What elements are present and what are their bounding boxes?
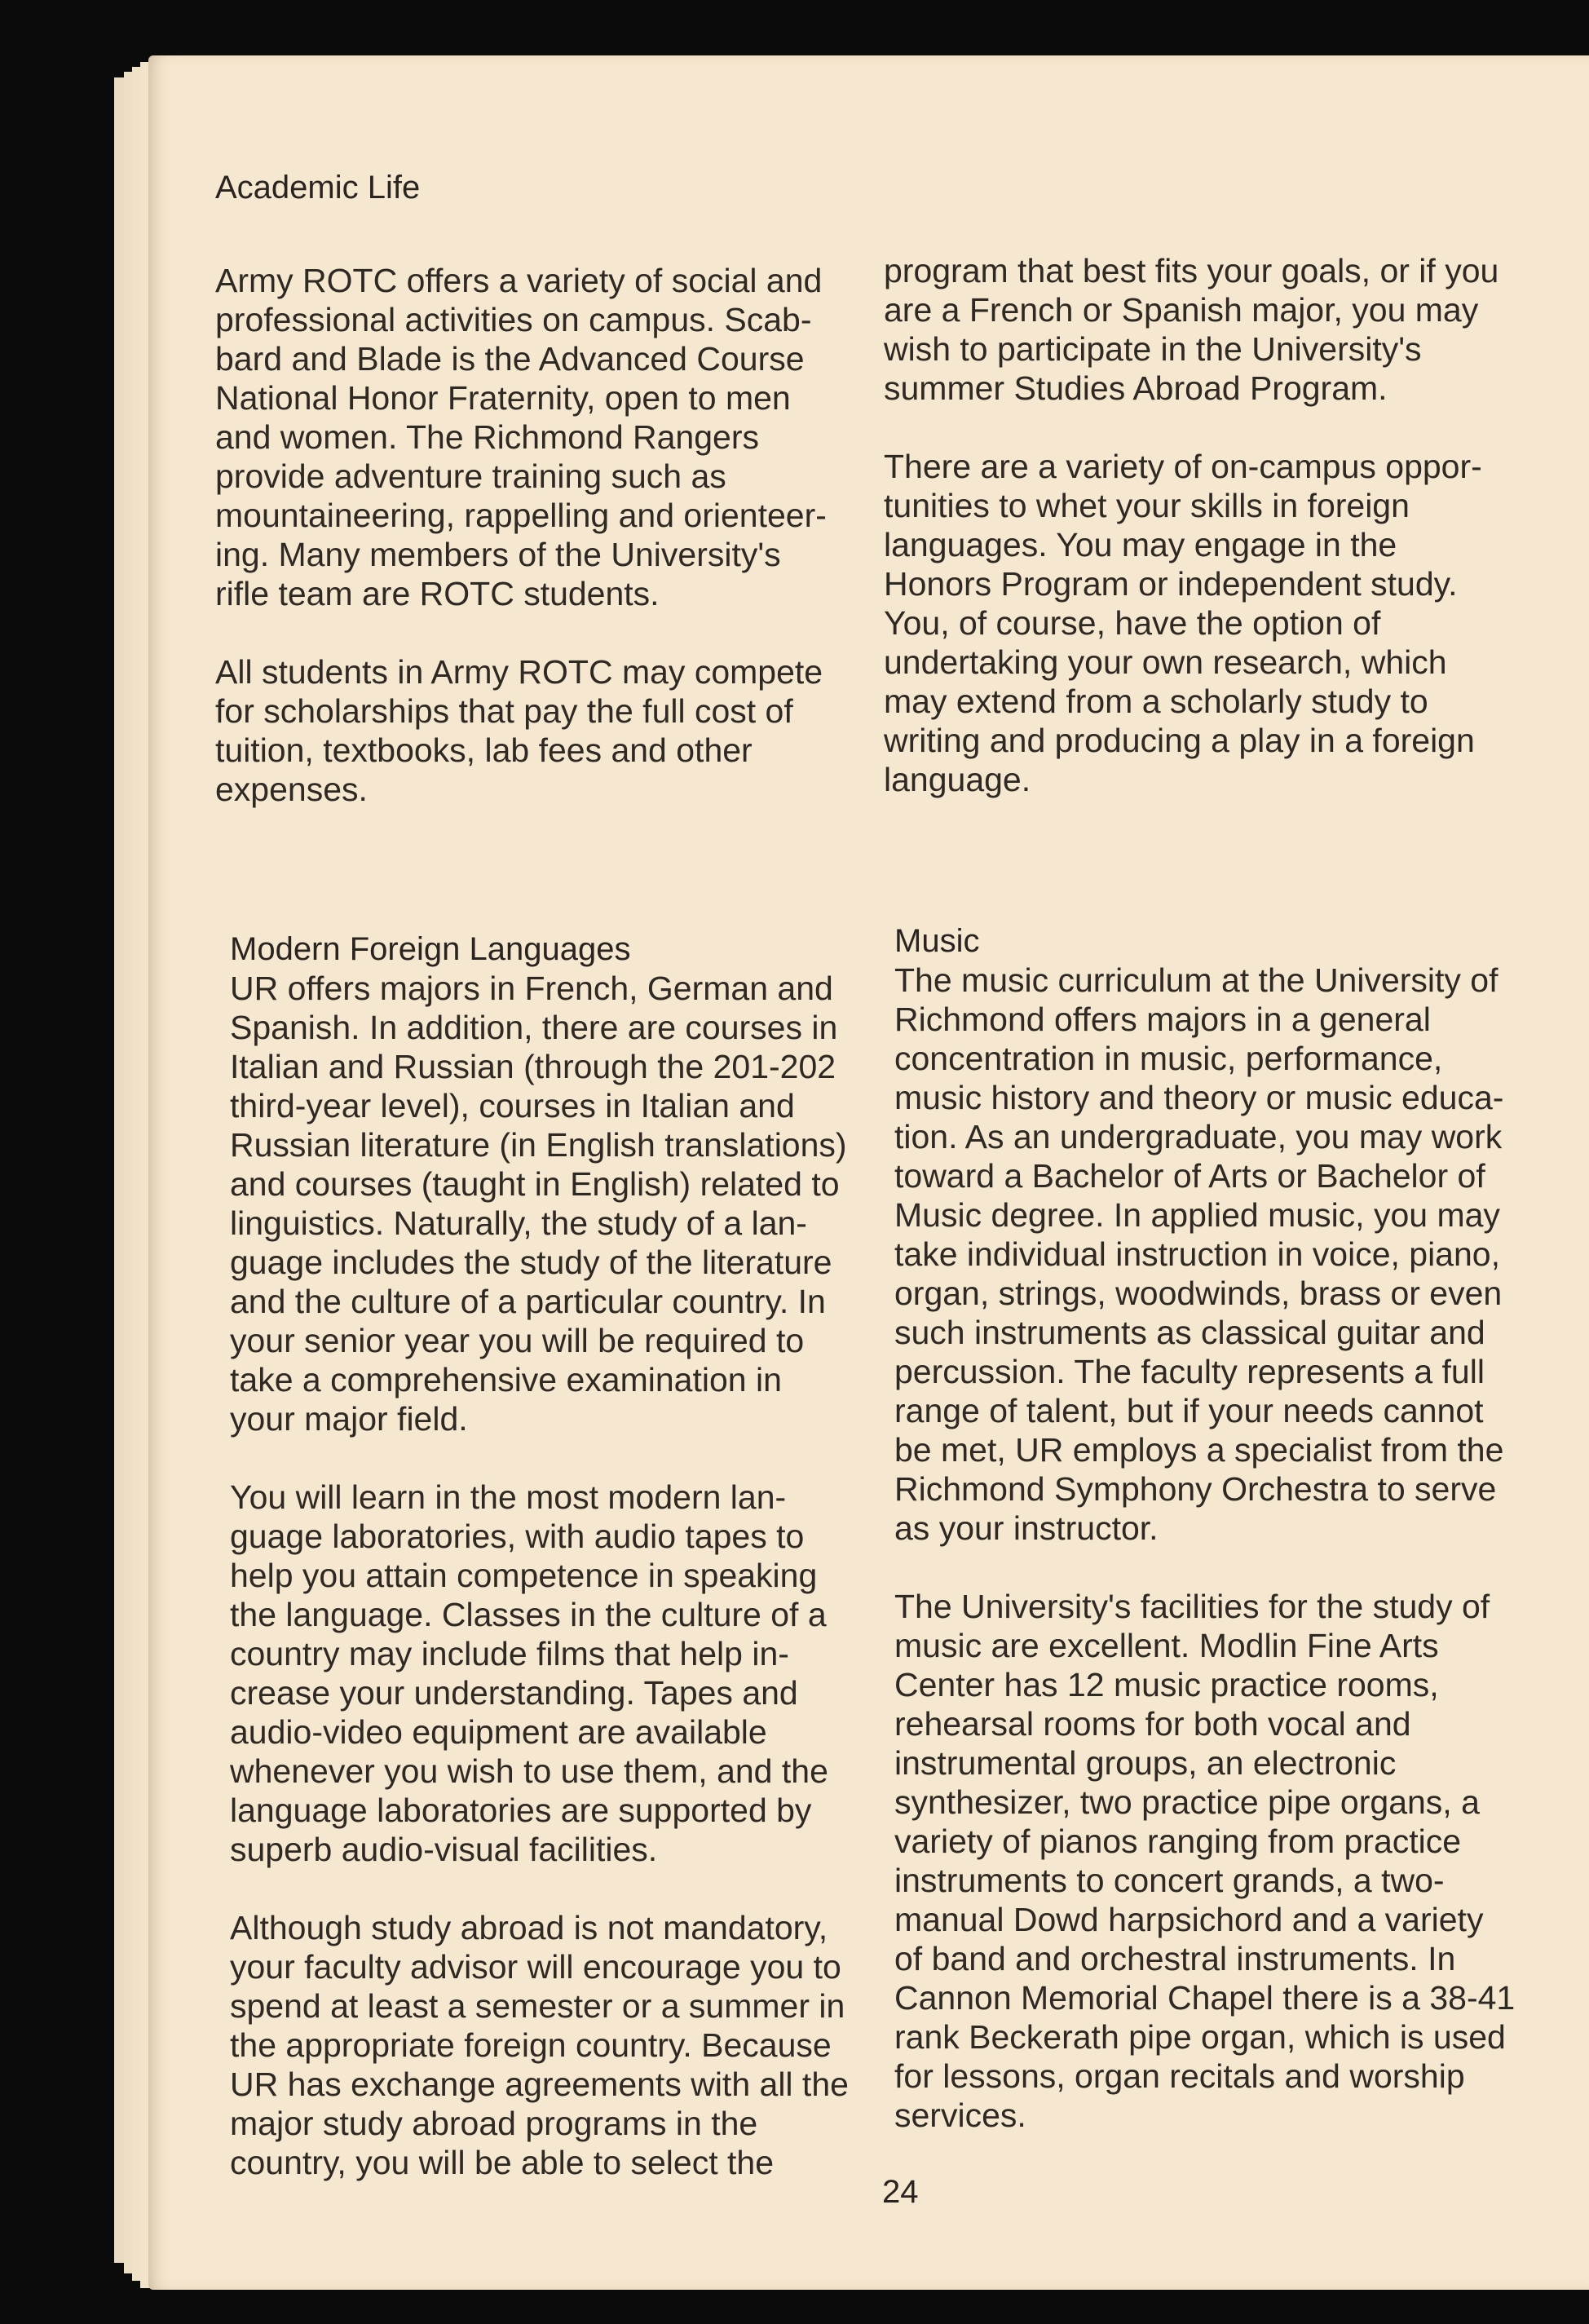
paragraph: All students in Army ROTC may compete for scholarships that pay the full cost of tuition, textbooks, lab fees and other expenses.	[215, 653, 823, 808]
paragraph: UR offers majors in French, German and Spanish. In addition, there are courses in Italian and Russian (through the 201-202 third-year level), courses in Italian and Russian literature (in English translations) and courses (taught in English) related to linguistics. Naturally, the study of a lan- guage includes the study of the literature and the culture of a particular country. In your senior year you will be required to take a comprehensive examination in your major field.	[230, 970, 847, 1438]
paragraph: program that best fits your goals, or if you are a French or Spanish major, you may wish to participate in the University's summer Studies Abroad Program.	[884, 252, 1499, 407]
music-section	[894, 921, 1563, 2135]
paragraph: Although study abroad is not mandatory, your faculty advisor will encourage you to spend at least a semester or a summer in the appropriate foreign country. Because UR has exchange agreements with all the major study abroad programs in the country, you will be able to select the	[230, 1909, 849, 2181]
paragraph: You will learn in the most modern lan- guage laboratories, with audio tapes to help you attain competence in speaking the language. Classes in the culture of a country may include films that help in- crease your understanding. Tapes and audio-video equipment are available whenever you wish to use them, and the language laboratories are supported by superb audio-visual facilities.	[230, 1478, 828, 1868]
running-header: Academic Life	[215, 170, 421, 205]
brochure-page	[148, 55, 1589, 2290]
languages-section	[230, 930, 882, 2182]
paragraph: Army ROTC offers a variety of social and professional activities on campus. Scab- bard and Blade is the Advanced Course National Honor Fraternity, open to men and women. The Richmond Rangers provide adventure training such as mountaineering, rappelling and orienteer- ing. Many members of the University's rifle team are ROTC students.	[215, 262, 827, 612]
section-heading: Music	[894, 923, 980, 959]
section-heading: Modern Foreign Languages	[230, 931, 631, 967]
page-number: 24	[882, 2174, 919, 2210]
paragraph: There are a variety of on-campus oppor- tunities to whet your skills in foreign languages. You may engage in the Honors Program or independent study. You, of course, have the option of undertaking your own research, which may extend from a scholarly study to writing and producing a play in a foreign language.	[884, 448, 1482, 798]
study-abroad-text-column	[884, 251, 1536, 799]
paragraph: The music curriculum at the University of Richmond offers majors in a general concentration in music, performance, music history and theory or music educa- tion. As an undergraduate, you may work toward a Bachelor of Arts or Bachelor of Music degree. In applied music, you may take individual instruction in voice, piano, organ, strings, woodwinds, brass or even such instruments as classical guitar and percussion. The faculty represents a full range of talent, but if your needs cannot be met, UR employs a specialist from the Richmond Symphony Orchestra to serve as your instructor.	[894, 961, 1504, 1547]
paragraph: The University's facilities for the study of music are excellent. Modlin Fine Arts Center has 12 music practice rooms, rehearsal rooms for both vocal and instrumental groups, an electronic synthesizer, two practice pipe organs, a variety of pianos ranging from practice instruments to concert grands, a two- manual Dowd harpsichord and a variety of band and orchestral instruments. In Cannon Memorial Chapel there is a 38-41 rank Beckerath pipe organ, which is used for lessons, organ recitals and worship services.	[894, 1588, 1516, 2134]
rotc-text-column	[215, 261, 867, 809]
